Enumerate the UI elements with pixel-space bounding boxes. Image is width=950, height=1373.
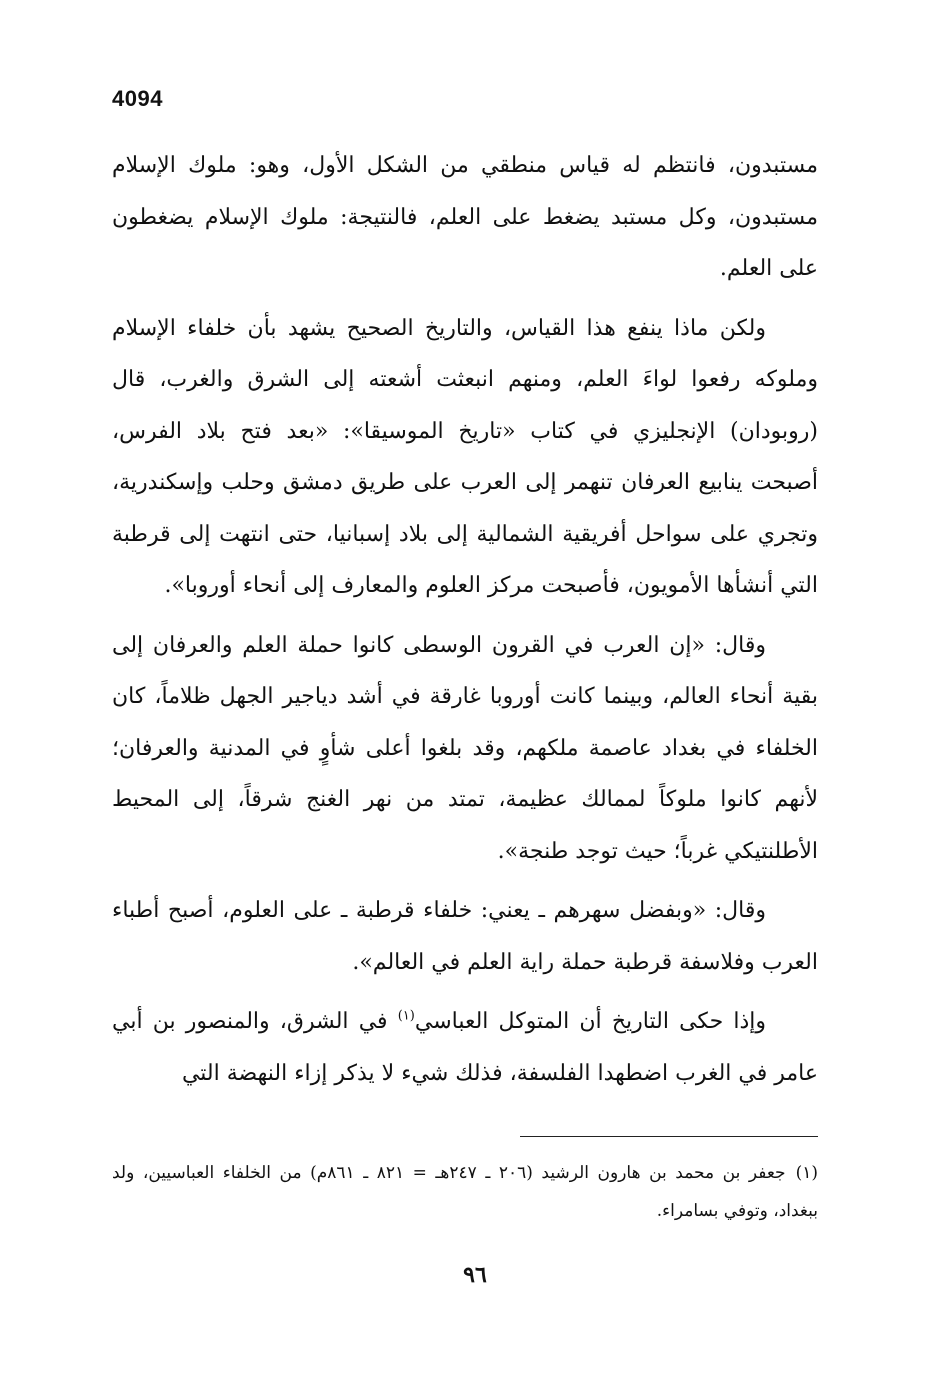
paragraph-4: وقال: «وبفضل سهرهم ـ يعني: خلفاء قرطبة ـ على العلوم، أصبح أطباء العرب وفلاسفة قرطبة حملة راية العلم في العالم». xyxy=(112,898,818,975)
paragraph-1: مستبدون، فانتظم له قياس منطقي من الشكل الأول، وهو: ملوك الإسلام مستبدون، وكل مستبد يضغط على العلم، فالنتيجة: ملوك الإسلام يضغطون على العلم. xyxy=(112,153,818,281)
paragraph-5 xyxy=(112,996,818,1099)
footnote xyxy=(112,1154,818,1230)
footnote-number: (١) xyxy=(795,1163,818,1183)
scan-id-number: 4094 xyxy=(112,86,163,111)
paragraph-5-start: وإذا حكى التاريخ أن المتوكل العباسي xyxy=(414,1009,766,1034)
footnote-text: جعفر بن محمد بن هارون الرشيد (٢٠٦ ـ ٢٤٧هـ = ٨٢١ ـ ٨٦١م) من الخلفاء العباسيين، ولد ببغداد، وتوفي بسامراء. xyxy=(112,1163,818,1221)
paragraph-3: وقال: «إن العرب في القرون الوسطى كانوا حملة العلم والعرفان إلى بقية أنحاء العالم، وبينما كانت أوروبا غارقة في أشد دياجير الجهل ظلاماً، كان الخلفاء في بغداد عاصمة ملكهم، وقد بلغوا أعلى شأوٍ في المدنية والعرفان؛ لأنهم كانوا ملوكاً لممالك عظيمة، تمتد من نهر الغنج شرقاً، إلى المحيط الأطلنتيكي غرباً؛ حيث توجد طنجة». xyxy=(112,632,818,864)
body-text xyxy=(112,140,818,1107)
footnote-reference: (١) xyxy=(397,1008,415,1024)
page-number: ٩٦ xyxy=(463,1262,487,1288)
paragraph-2: ولكن ماذا ينفع هذا القياس، والتاريخ الصحيح يشهد بأن خلفاء الإسلام وملوكه رفعوا لواءَ العلم، ومنهم انبعثت أشعته إلى الشرق والغرب، قال (روبودان) الإنجليزي في كتاب «تاريخ الموسيقا»: «بعد فتح بلاد الفرس، أصبحت ينابيع العرفان تنهمر إلى العرب على طريق دمشق وحلب وإسكندرية، وتجري على سواحل أفريقية الشمالية إلى بلاد إسبانيا، حتى انتهت إلى قرطبة التي أنشأها الأمويون، فأصبحت مركز العلوم والمعارف إلى أنحاء أوروبا». xyxy=(112,315,818,598)
footnote-separator xyxy=(520,1136,818,1137)
paragraph-5-end: في الشرق، والمنصور بن أبي عامر في الغرب اضطهدا الفلسفة، فذلك شيء لا يذكر إزاء النهضة التي xyxy=(112,1009,818,1086)
